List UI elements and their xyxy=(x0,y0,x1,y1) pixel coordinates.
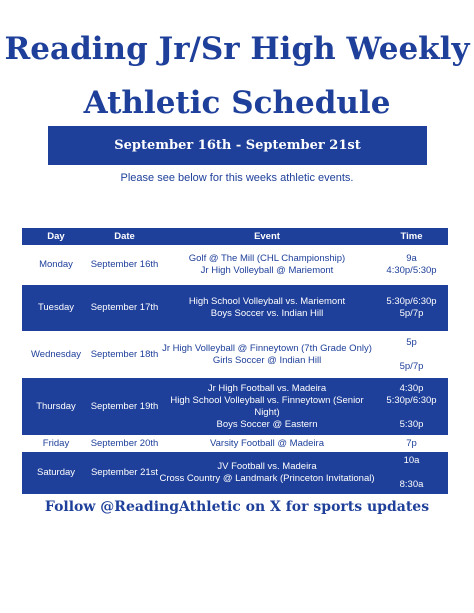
row-date: September 17th xyxy=(90,302,159,313)
event-item: Girls Soccer @ Indian Hill xyxy=(212,354,322,366)
time-item xyxy=(375,467,448,479)
table-row xyxy=(22,331,448,378)
row-events xyxy=(159,378,375,435)
row-date: September 16th xyxy=(90,259,159,270)
row-times xyxy=(375,245,448,285)
row-times xyxy=(375,331,448,378)
event-item: Jr High Football vs. Madeira xyxy=(207,382,327,394)
time-item: 5p/7p xyxy=(399,360,424,372)
time-item: 4:30p xyxy=(399,382,424,394)
row-day: Saturday xyxy=(36,467,76,478)
row-events xyxy=(159,435,375,452)
table-header-row xyxy=(22,228,448,245)
table-row xyxy=(22,245,448,285)
table-row xyxy=(22,378,448,435)
date-range-banner xyxy=(48,126,427,165)
row-date: September 21st xyxy=(90,467,159,478)
time-item: 4:30p/5:30p xyxy=(386,265,437,276)
time-item: 5:30p xyxy=(399,418,424,430)
table-row xyxy=(22,435,448,452)
row-events xyxy=(159,331,375,378)
row-events xyxy=(159,452,375,494)
time-item: 9a xyxy=(406,253,417,264)
row-day: Tuesday xyxy=(37,302,75,313)
event-item: Golf @ The Mill (CHL Championship) xyxy=(188,253,346,264)
row-date: September 18th xyxy=(90,348,159,360)
row-date: September 19th xyxy=(90,400,159,412)
time-item: 10a xyxy=(403,455,420,466)
time-item: 7p xyxy=(406,437,417,449)
time-item xyxy=(375,349,448,361)
row-day: Thursday xyxy=(36,400,76,412)
time-item: 8:30a xyxy=(399,479,424,490)
event-item: High School Volleyball vs. Mariemont xyxy=(188,296,346,307)
event-item: Cross Country @ Landmark (Princeton Invitational) xyxy=(159,473,375,484)
header-time: Time xyxy=(400,230,423,242)
header-day: Day xyxy=(47,230,65,242)
row-day: Monday xyxy=(39,259,73,270)
time-item: 5p xyxy=(406,336,417,348)
footer-social-text: Follow @ReadingAthletic on X for sports updates xyxy=(44,499,430,515)
event-item: High School Volleyball vs. Finneytown (Senior Night) xyxy=(170,394,364,418)
row-day: Wednesday xyxy=(31,348,81,360)
row-times xyxy=(375,452,448,494)
row-times xyxy=(375,435,448,452)
event-item: Jr High Volleyball @ Finneytown (7th Grade Only) xyxy=(162,342,372,354)
event-item: Boys Soccer @ Eastern xyxy=(216,418,318,430)
event-item: JV Football vs. Madeira xyxy=(217,461,317,472)
table-row xyxy=(22,285,448,331)
row-times xyxy=(375,378,448,435)
row-times xyxy=(375,285,448,331)
schedule-table xyxy=(22,228,448,494)
event-item: Boys Soccer vs. Indian Hill xyxy=(210,308,324,319)
event-item: Varsity Football @ Madeira xyxy=(209,437,324,449)
date-range-text: September 16th - September 21st xyxy=(114,138,361,153)
time-item: 5:30p/6:30p xyxy=(386,296,437,307)
row-events xyxy=(159,245,375,285)
intro-text: Please see below for this weeks athletic events. xyxy=(120,172,354,184)
row-date: September 20th xyxy=(90,437,159,449)
row-events xyxy=(159,285,375,331)
header-event: Event xyxy=(254,230,280,242)
header-date: Date xyxy=(114,230,135,242)
event-item: Jr High Volleyball @ Mariemont xyxy=(200,265,334,276)
row-day: Friday xyxy=(42,437,70,449)
page-title-line-1: Reading Jr/Sr High Weekly xyxy=(4,31,470,67)
time-item: 5p/7p xyxy=(399,308,424,319)
page-title-line-2: Athletic Schedule xyxy=(83,85,391,121)
time-item: 5:30p/6:30p xyxy=(386,394,437,406)
time-item xyxy=(375,407,448,419)
table-row xyxy=(22,452,448,494)
